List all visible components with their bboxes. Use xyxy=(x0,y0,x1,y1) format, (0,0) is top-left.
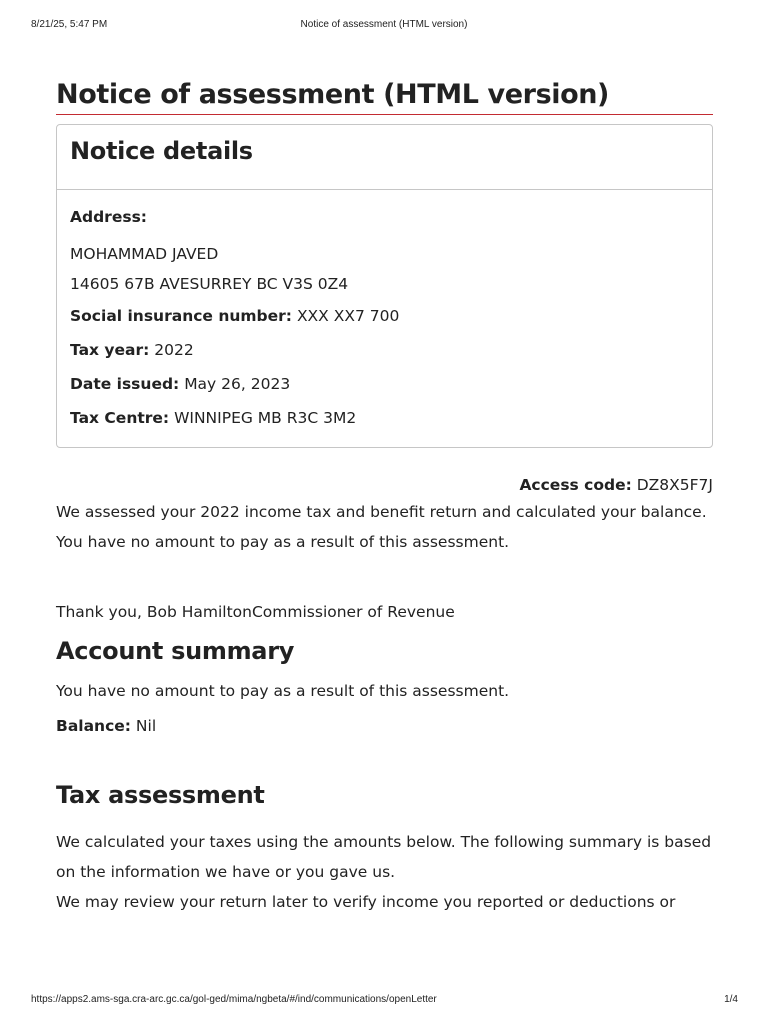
notice-details-panel xyxy=(56,124,713,448)
print-header xyxy=(0,19,768,33)
tax-centre-value: WINNIPEG MB R3C 3M2 xyxy=(174,409,357,427)
main-content xyxy=(56,78,713,917)
balance-label: Balance: xyxy=(56,717,131,735)
no-amount-text: You have no amount to pay as a result of this assessment. xyxy=(56,533,510,551)
tax-centre-label: Tax Centre: xyxy=(70,409,170,427)
print-footer xyxy=(0,994,768,1008)
tax-assessment-review-text: We may review your return later to verify income you reported or deductions or xyxy=(56,893,676,911)
notice-details-heading: Notice details xyxy=(57,125,712,190)
date-issued-row xyxy=(70,367,699,401)
tax-year-label: Tax year: xyxy=(70,341,150,359)
date-issued-value: May 26, 2023 xyxy=(184,375,291,393)
print-url: https://apps2.ams-sga.cra-arc.gc.ca/gol-ged/mima/ngbeta/#/ind/communications/openLetter xyxy=(31,994,437,1005)
address-label: Address: xyxy=(70,208,147,226)
address-name: MOHAMMAD JAVED xyxy=(70,245,219,263)
date-issued-label: Date issued: xyxy=(70,375,180,393)
sin-label: Social insurance number: xyxy=(70,307,292,325)
sin-row xyxy=(70,299,699,333)
account-summary-text: You have no amount to pay as a result of this assessment. xyxy=(56,682,510,700)
balance-row xyxy=(56,714,713,738)
tax-assessment-text: We calculated your taxes using the amounts below. The following summary is based on the information we have or you gave us. xyxy=(56,833,712,881)
print-page-number: 1/4 xyxy=(724,994,738,1005)
page-title: Notice of assessment (HTML version) xyxy=(56,78,713,115)
tax-year-value: 2022 xyxy=(154,341,194,359)
notice-details-body xyxy=(57,190,712,447)
tax-year-row xyxy=(70,333,699,367)
assessed-text: We assessed your 2022 income tax and benefit return and calculated your balance. xyxy=(56,503,707,521)
tax-assessment-heading: Tax assessment xyxy=(56,781,265,809)
access-code-value: DZ8X5F7J xyxy=(636,476,713,494)
tax-centre-row xyxy=(70,401,699,435)
account-summary-heading: Account summary xyxy=(56,637,295,665)
balance-value: Nil xyxy=(135,717,157,735)
address-street: 14605 67B AVESURREY BC V3S 0Z4 xyxy=(70,275,349,293)
sin-value: XXX XX7 700 xyxy=(296,307,400,325)
thanks-text: Thank you, Bob HamiltonCommissioner of Revenue xyxy=(56,603,455,621)
print-doc-title: Notice of assessment (HTML version) xyxy=(300,19,468,30)
access-code xyxy=(56,473,713,497)
access-code-label: Access code: xyxy=(519,476,632,494)
print-datetime: 8/21/25, 5:47 PM xyxy=(31,19,108,30)
